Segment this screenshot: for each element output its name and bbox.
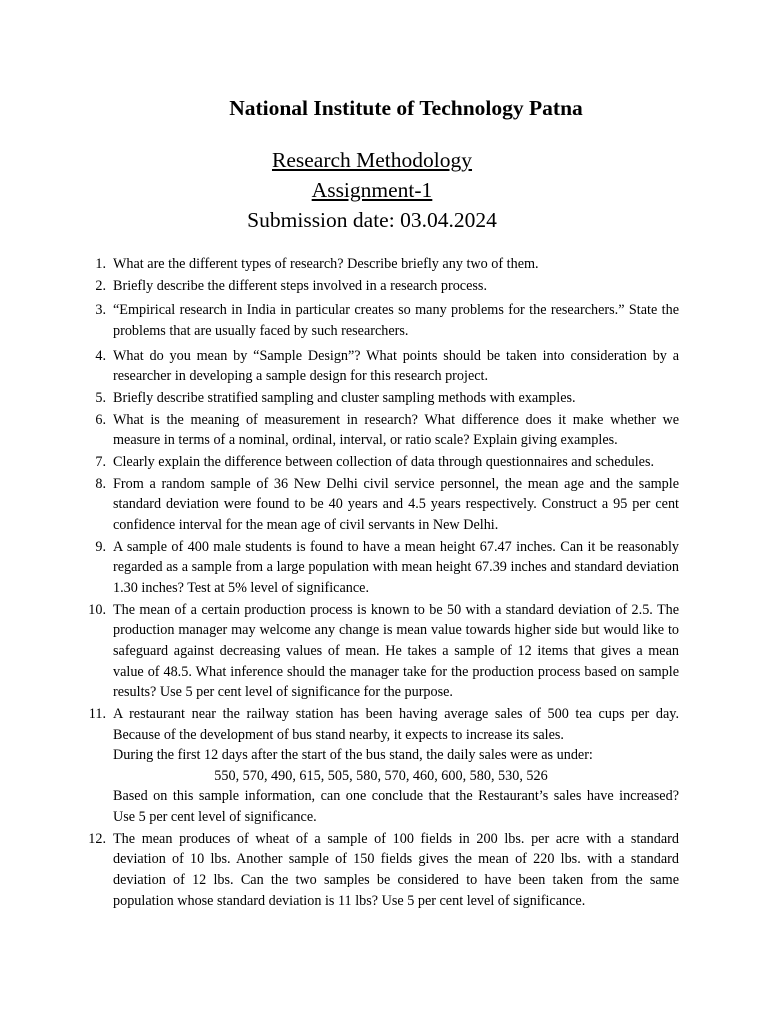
course-title: Research Methodology: [271, 148, 473, 172]
question-number: 11.: [88, 705, 106, 722]
question-text: From a random sample of 36 New Delhi civil service personnel, the mean age and the sample standard deviation were found to be 40 years and 4.5 years respectively. Construct a 95 per cent confidence interval for the mean age of civil servants in New Delhi.: [113, 475, 679, 534]
question-number: 4.: [95, 347, 106, 364]
question-text-conclusion: Based on this sample information, can one conclude that the Restaurant’s sales have increased? Use 5 per cent level of significance.: [113, 788, 679, 825]
question-number: 8.: [95, 475, 106, 492]
question-text: The mean produces of wheat of a sample of 100 fields in 200 lbs. per acre with a standard deviation of 10 lbs. Another sample of 150 fields gives the mean of 220 lbs. with a standard deviation of 12 lbs. Can the two samples be considered to have been taken from the same population whose standard deviation is 11 lbs? Use 5 per cent level of significance.: [113, 830, 679, 909]
question-number: 5.: [95, 389, 106, 406]
submission-date: Submission date: 03.04.2024: [247, 208, 497, 232]
question-item: [83, 254, 679, 275]
question-item: [83, 474, 679, 536]
question-number: 9.: [95, 538, 106, 555]
question-number: 3.: [95, 302, 106, 319]
question-text-continued: During the first 12 days after the start of the bus stand, the daily sales were as under:: [113, 747, 593, 764]
question-item: [83, 300, 679, 341]
question-text: What are the different types of research? Describe briefly any two of them.: [113, 256, 539, 272]
question-item: [83, 537, 679, 599]
question-number: 1.: [95, 256, 106, 272]
question-item: [83, 704, 679, 828]
institute-title: National Institute of Technology Patna: [229, 96, 583, 120]
question-text: What do you mean by “Sample Design”? What points should be taken into consideration by a researcher in developing a sample design for this research project.: [113, 347, 679, 385]
question-text: Briefly describe stratified sampling and cluster sampling methods with examples.: [113, 389, 576, 406]
question-number: 7.: [95, 454, 106, 471]
question-item: [83, 410, 679, 451]
question-text: Clearly explain the difference between collection of data through questionnaires and schedules.: [113, 454, 655, 471]
question-item: [83, 276, 679, 297]
question-item: [83, 829, 679, 911]
daily-sales-data: 550, 570, 490, 615, 505, 580, 570, 460, 600, 580, 530, 526: [214, 767, 548, 784]
question-number: 2.: [95, 277, 106, 294]
question-text: “Empirical research in India in particular creates so many problems for the researchers.” State the problems that are usually faced by such researchers.: [113, 302, 679, 339]
question-number: 6.: [95, 411, 106, 428]
question-text: The mean of a certain production process is known to be 50 with a standard deviation of 2.5. The production manager may welcome any change is mean value towards higher side but would like to safeguard against decreasing values of mean. He takes a sample of 12 items that gives a mean value of 48.5. What inference should the manager take for the production process based on sample results? Use 5 per cent level of significance for the purpose.: [113, 601, 679, 701]
question-text: A restaurant near the railway station has been having average sales of 500 tea cups per day. Because of the development of bus stand nearby, it expects to increase its sales.: [113, 705, 679, 743]
question-text: What is the meaning of measurement in research? What difference does it make whether we measure in terms of a nominal, ordinal, interval, or ratio scale? Explain giving examples.: [113, 411, 679, 449]
question-number: 12.: [88, 830, 106, 847]
question-text: A sample of 400 male students is found to have a mean height 67.47 inches. Can it be reasonably regarded as a sample from a large population with mean height 67.39 inches and standard deviation 1.30 inches? Test at 5% level of significance.: [113, 538, 679, 597]
question-number: 10.: [88, 601, 106, 618]
question-text: Briefly describe the different steps involved in a research process.: [113, 277, 487, 294]
assignment-title: Assignment-1: [311, 178, 433, 202]
question-item: [83, 600, 679, 703]
question-list: [83, 254, 679, 912]
question-item: [83, 388, 679, 409]
question-item: [83, 452, 679, 473]
question-item: [83, 346, 679, 387]
